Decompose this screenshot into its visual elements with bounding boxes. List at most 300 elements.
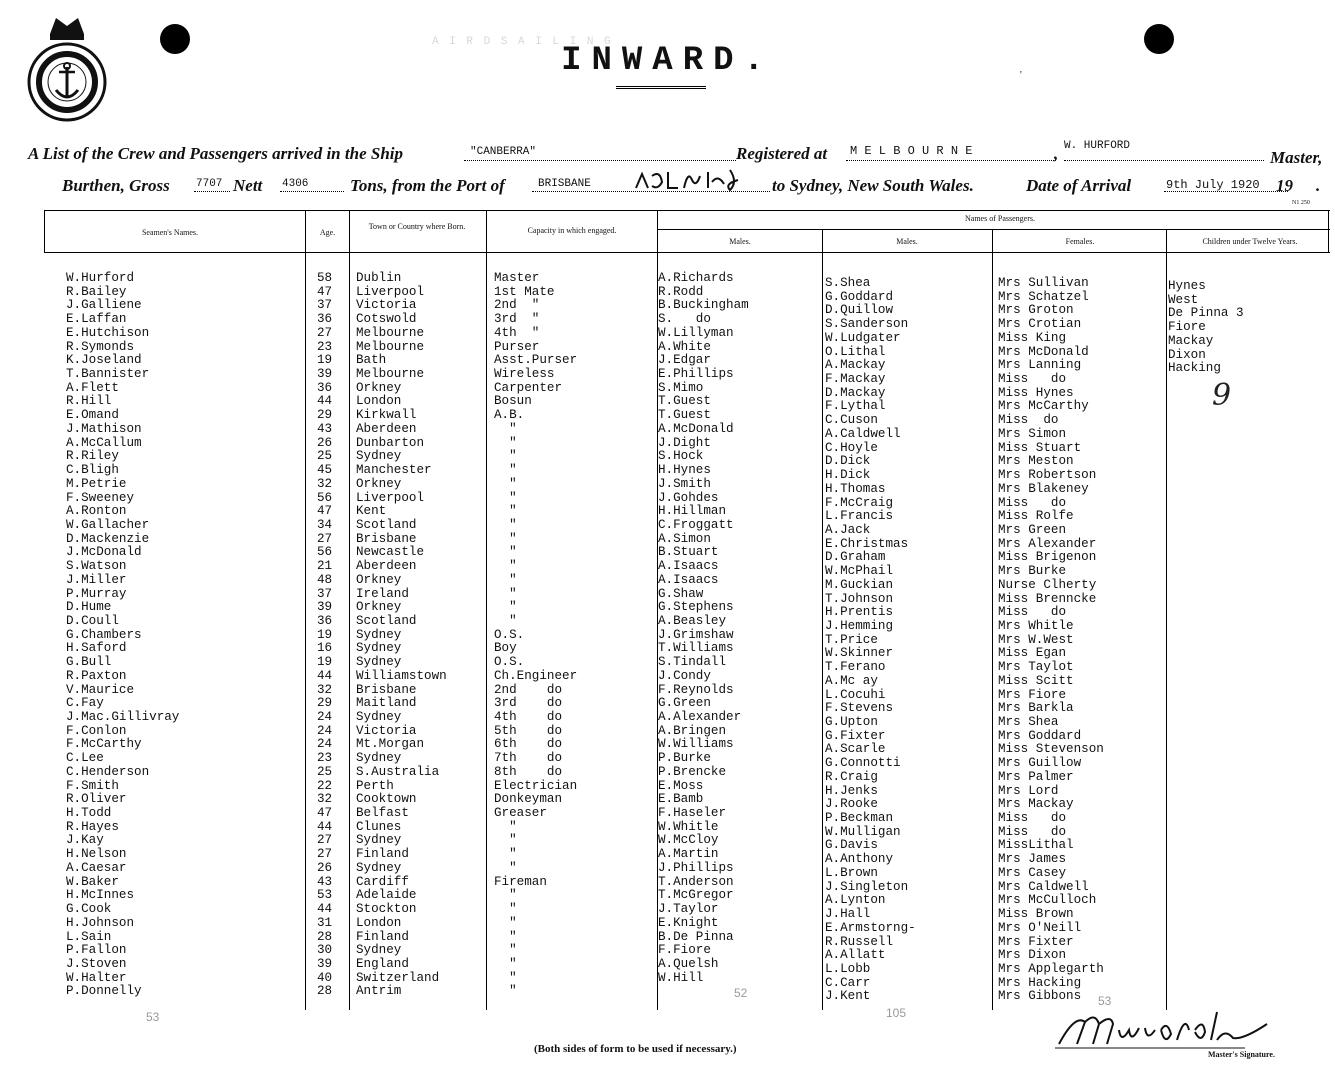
seaman-capacity: 4th " (494, 325, 540, 340)
seaman-age: 48 (317, 572, 333, 587)
male-passenger: P.Beckman (825, 811, 894, 826)
male-passenger: H.Hillman (658, 504, 727, 519)
males-column-1 (658, 272, 749, 985)
male-passenger: W.Lillyman (658, 325, 734, 340)
female-passenger: Mrs Simon (998, 426, 1067, 441)
seaman-capacity: " (494, 545, 517, 560)
female-passenger: Mrs Applegarth (998, 961, 1104, 976)
female-passenger: Miss Scitt (998, 673, 1074, 688)
seaman-birthplace: Melbourne (356, 339, 425, 354)
female-passenger: Mrs Palmer (998, 769, 1074, 784)
male-passenger: B.Buckingham (658, 298, 749, 313)
seaman-capacity: 3rd " (494, 312, 540, 327)
seaman-name: W.Halter (66, 970, 127, 985)
female-passenger: Miss Hynes (998, 385, 1074, 400)
seaman-capacity: 1st Mate (494, 284, 555, 299)
seaman-birthplace: Perth (356, 778, 394, 793)
male-passenger: J.Hemming (825, 618, 894, 633)
list-label: A List of the Crew and Passengers arrived in the Ship (28, 144, 403, 163)
male-passenger: S.Sanderson (825, 317, 909, 332)
seaman-capacity: " (494, 847, 517, 862)
seaman-age: 44 (317, 668, 333, 683)
seaman-name: R.Riley (66, 449, 119, 464)
females-column (998, 277, 1104, 1004)
seaman-capacity: Asst.Purser (494, 353, 578, 368)
seaman-age: 29 (317, 696, 333, 711)
child-passenger: Hynes (1168, 279, 1206, 293)
seaman-birthplace: Stockton (356, 902, 417, 917)
seaman-capacity: " (494, 943, 517, 958)
seaman-age: 44 (317, 902, 333, 917)
signature-label: Master's Signature. (1208, 1050, 1275, 1059)
female-passenger: Mrs Meston (998, 454, 1074, 469)
seaman-name: S.Watson (66, 559, 127, 574)
seaman-age: 16 (317, 641, 333, 656)
male-passenger: A.Anthony (825, 852, 894, 867)
male-passenger: S. do (658, 312, 711, 327)
seaman-birthplace: Sydney (356, 943, 402, 958)
seaman-age: 40 (317, 970, 333, 985)
female-passenger: Mrs Schatzel (998, 289, 1089, 304)
seaman-age: 27 (317, 325, 333, 340)
col-divider-7 (1166, 229, 1167, 1010)
seaman-capacity: " (494, 902, 517, 917)
seaman-capacity: 2nd " (494, 298, 540, 313)
female-passenger: Mrs Groton (998, 303, 1074, 318)
seaman-name: H.Todd (66, 806, 112, 821)
female-passenger: Mrs Sullivan (998, 276, 1089, 290)
male-passenger: J.Kent (825, 989, 871, 1004)
male-passenger: A.Quelsh (658, 956, 719, 971)
seaman-name: J.Kay (66, 833, 104, 848)
male-passenger: F.McCraig (825, 495, 894, 510)
seaman-name: H.Johnson (66, 915, 135, 930)
seaman-capacity: " (494, 504, 517, 519)
seaman-age: 32 (317, 792, 333, 807)
seaman-capacity: O.S. (494, 655, 525, 670)
male-passenger: H.Prentis (825, 605, 894, 620)
seaman-name: J.Mac.Gillivray (66, 710, 180, 724)
seaman-birthplace: Clunes (356, 819, 402, 834)
female-passenger: Mrs Fixter (998, 934, 1074, 949)
seaman-birthplace: Orkney (356, 600, 402, 615)
seaman-capacity: " (494, 970, 517, 985)
female-passenger: Mrs Fiore (998, 687, 1067, 702)
seaman-name: C.Fay (66, 696, 104, 711)
seaman-birthplace: England (356, 956, 409, 971)
female-passenger: Nurse Clherty (998, 577, 1097, 592)
seaman-birthplace: Sydney (356, 833, 402, 848)
seaman-capacity: Wireless (494, 367, 555, 382)
registered-port: M E L B O U R N E (850, 144, 973, 158)
female-passenger: Mrs W.West (998, 632, 1074, 647)
seaman-age: 56 (317, 490, 333, 505)
seaman-age: 19 (317, 655, 333, 670)
seaman-birthplace: Melbourne (356, 325, 425, 340)
male-passenger: R.Rodd (658, 284, 704, 299)
seaman-birthplace: Cardiff (356, 874, 409, 889)
female-passenger: Mrs Whitle (998, 618, 1074, 633)
seaman-capacity: " (494, 463, 517, 478)
seaman-name: J.Stoven (66, 956, 127, 971)
male-passenger: J.Edgar (658, 353, 711, 368)
female-passenger: Miss Stuart (998, 440, 1082, 455)
towns-column (356, 272, 447, 999)
male-passenger: A.Caldwell (825, 426, 901, 441)
seaman-age: 53 (317, 888, 333, 903)
seaman-capacity: 4th do (494, 710, 563, 724)
seaman-capacity: " (494, 559, 517, 574)
seaman-name: A.Caesar (66, 860, 127, 875)
seaman-capacity: " (494, 449, 517, 464)
male-passenger: S.Tindall (658, 655, 727, 670)
male-passenger: A.White (658, 339, 711, 354)
seaman-capacity: A.B. (494, 408, 525, 423)
seaman-name: D.Mackenzie (66, 531, 150, 546)
comma: , (1054, 144, 1059, 163)
seaman-name: L.Sain (66, 929, 112, 944)
burthen-label: Burthen, Gross (62, 176, 170, 195)
seaman-birthplace: Switzerland (356, 970, 440, 985)
seaman-birthplace: Mt.Morgan (356, 737, 425, 752)
male-passenger: H.Hynes (658, 463, 711, 478)
seaman-capacity: Boy (494, 641, 517, 656)
female-passenger: Mrs Lanning (998, 358, 1082, 373)
registered-label: Registered at (736, 144, 828, 163)
registered-line (846, 160, 1056, 161)
seaman-capacity: O.S. (494, 627, 525, 642)
female-passenger: Mrs Alexander (998, 536, 1097, 551)
seaman-capacity: Fireman (494, 874, 547, 889)
male-passenger: P.Brencke (658, 764, 727, 779)
male-passenger: B.Stuart (658, 545, 719, 560)
seaman-birthplace: Bath (356, 353, 387, 368)
male-passenger: J.Taylor (658, 902, 719, 917)
male-passenger: E.Armstorng- (825, 920, 916, 935)
seaman-age: 47 (317, 806, 333, 821)
male-passenger: M.Guckian (825, 577, 894, 592)
seaman-capacity: Ch.Engineer (494, 668, 578, 683)
seaman-age: 25 (317, 449, 333, 464)
male-passenger: P.Burke (658, 751, 711, 766)
seaman-age: 47 (317, 284, 333, 299)
male-passenger: J.Grimshaw (658, 627, 734, 642)
male-passenger: F.Mackay (825, 372, 886, 387)
seaman-capacity: " (494, 860, 517, 875)
seaman-capacity: " (494, 929, 517, 944)
nett-label: Nett (233, 176, 263, 195)
seaman-name: G.Bull (66, 655, 112, 670)
female-passenger: Mrs Taylot (998, 660, 1074, 675)
female-passenger: Mrs McDonald (998, 344, 1089, 359)
male-passenger: G.Stephens (658, 600, 734, 615)
seaman-birthplace: Scotland (356, 517, 417, 532)
seaman-birthplace: Orkney (356, 476, 402, 491)
tons-from-label: Tons, from the Port of (350, 176, 505, 195)
seaman-age: 28 (317, 929, 333, 944)
male-passenger: A.Alexander (658, 710, 742, 724)
male-passenger: S.Hock (658, 449, 704, 464)
gross-line (194, 191, 230, 192)
seaman-age: 36 (317, 613, 333, 628)
seaman-birthplace: Sydney (356, 449, 402, 464)
male-passenger: W.Whitle (658, 819, 719, 834)
seaman-birthplace: Melbourne (356, 367, 425, 382)
seaman-capacity: " (494, 572, 517, 587)
seaman-capacity: 5th do (494, 723, 563, 738)
male-passenger: J.Smith (658, 476, 711, 491)
female-passenger: Mrs Gibbons (998, 989, 1082, 1004)
female-passenger: MissLithal (998, 838, 1074, 853)
child-passenger: Fiore (1168, 320, 1206, 335)
male-passenger: A.Lynton (825, 893, 886, 908)
seamen-names-column (66, 272, 179, 999)
col-divider-6 (992, 229, 993, 1010)
header-children: Children under Twelve Years. (1202, 237, 1298, 246)
arrival-label: Date of Arrival (1026, 176, 1132, 195)
seaman-birthplace: Sydney (356, 710, 402, 724)
seaman-age: 43 (317, 421, 333, 436)
male-passenger: F.Fiore (658, 943, 711, 958)
male-passenger: A.Jack (825, 522, 871, 537)
male-passenger: H.Thomas (825, 481, 886, 496)
seaman-birthplace: Sydney (356, 627, 402, 642)
female-passenger: Mrs Hacking (998, 975, 1082, 990)
seaman-name: G.Chambers (66, 627, 142, 642)
seaman-name: E.Laffan (66, 312, 127, 327)
seaman-name: R.Symonds (66, 339, 135, 354)
seaman-name: H.Saford (66, 641, 127, 656)
period: . (1316, 176, 1321, 195)
seaman-name: R.Bailey (66, 284, 127, 299)
male-passenger: L.Brown (825, 865, 878, 880)
female-passenger: Miss do (998, 495, 1067, 510)
seaman-name: A.Flett (66, 380, 119, 395)
female-passenger: Mrs Dixon (998, 948, 1067, 963)
seaman-capacity: " (494, 956, 517, 971)
seaman-capacity: " (494, 517, 517, 532)
seaman-birthplace: Liverpool (356, 490, 425, 505)
seaman-birthplace: Sydney (356, 655, 402, 670)
seaman-birthplace: London (356, 394, 402, 409)
seaman-capacity: Bosun (494, 394, 532, 409)
female-passenger: Mrs Goddard (998, 728, 1082, 743)
seaman-name: J.McDonald (66, 545, 142, 560)
male-passenger: L.Cocuhi (825, 687, 886, 702)
seaman-name: K.Joseland (66, 353, 142, 368)
male-passenger: R.Russell (825, 934, 894, 949)
female-passenger: Miss Brigenon (998, 550, 1097, 565)
col-divider-3 (486, 210, 487, 1010)
header-age: Age. (319, 228, 336, 237)
col-divider-1 (305, 210, 306, 1010)
seaman-birthplace: London (356, 915, 402, 930)
seaman-capacity: " (494, 819, 517, 834)
female-passenger: Miss do (998, 413, 1059, 428)
male-passenger: L.Lobb (825, 961, 871, 976)
footer-note: (Both sides of form to be used if necessary.) (534, 1043, 737, 1055)
table-header-rule (44, 252, 1330, 253)
seaman-name: J.Miller (66, 572, 127, 587)
male-passenger: E.Moss (658, 778, 704, 793)
female-passenger: Miss Stevenson (998, 742, 1104, 757)
seaman-name: C.Bligh (66, 463, 119, 478)
form-number: N1 250 (1292, 200, 1310, 206)
master-signature-icon (1055, 1010, 1270, 1052)
seaman-age: 39 (317, 367, 333, 382)
female-passenger: Miss do (998, 605, 1067, 620)
male-passenger: C.Froggatt (658, 517, 734, 532)
male-passenger: E.Christmas (825, 536, 909, 551)
seaman-name: V.Maurice (66, 682, 135, 697)
seaman-age: 22 (317, 778, 333, 793)
seaman-birthplace: Brisbane (356, 682, 417, 697)
seaman-birthplace: Newcastle (356, 545, 425, 560)
male-passenger: S.Shea (825, 276, 871, 290)
seaman-name: D.Coull (66, 613, 119, 628)
male-passenger: E.Knight (658, 915, 719, 930)
female-passenger: Mrs Lord (998, 783, 1059, 798)
seaman-name: C.Lee (66, 751, 104, 766)
male-passenger: A.Isaacs (658, 572, 719, 587)
seaman-capacity: " (494, 915, 517, 930)
female-passenger: Mrs Casey (998, 865, 1067, 880)
male-passenger: T.Anderson (658, 874, 734, 889)
female-passenger: Mrs McCulloch (998, 893, 1097, 908)
seaman-name: G.Cook (66, 902, 112, 917)
male-passenger: T.Guest (658, 394, 711, 409)
male-passenger: A.McDonald (658, 421, 734, 436)
male-passenger: G.Goddard (825, 289, 894, 304)
male-passenger: W.McCloy (658, 833, 719, 848)
male-passenger: T.McGregor (658, 888, 734, 903)
seaman-birthplace: Victoria (356, 723, 417, 738)
seaman-birthplace: Sydney (356, 860, 402, 875)
seaman-birthplace: Orkney (356, 380, 402, 395)
seaman-capacity: " (494, 833, 517, 848)
male-passenger: J.Singleton (825, 879, 909, 894)
male-passenger: R.Craig (825, 769, 878, 784)
male-passenger: A.Bringen (658, 723, 727, 738)
faint-stamp-text: A I R D S A I L I N G (432, 36, 613, 48)
seaman-birthplace: Sydney (356, 641, 402, 656)
master-label: Master, (1270, 148, 1323, 167)
seaman-capacity: 3rd do (494, 696, 563, 711)
seaman-capacity: 7th do (494, 751, 563, 766)
male-passenger: G.Davis (825, 838, 878, 853)
seaman-age: 39 (317, 956, 333, 971)
male-passenger: G.Shaw (658, 586, 704, 601)
seaman-age: 23 (317, 751, 333, 766)
ship-name-line (464, 160, 736, 161)
seaman-name: D.Hume (66, 600, 112, 615)
male-passenger: W.Mulligan (825, 824, 901, 839)
seaman-name: W.Hurford (66, 271, 135, 285)
seaman-birthplace: Sydney (356, 751, 402, 766)
seaman-name: P.Murray (66, 586, 127, 601)
seaman-name: E.Omand (66, 408, 119, 423)
seaman-name: R.Hayes (66, 819, 119, 834)
female-passenger: Miss do (998, 824, 1067, 839)
seaman-age: 23 (317, 339, 333, 354)
seaman-birthplace: Cooktown (356, 792, 417, 807)
seaman-capacity: " (494, 421, 517, 436)
male-passenger: T.Ferano (825, 660, 886, 675)
header-town: Town or Country where Born. (368, 222, 466, 231)
stray-mark: ' (1020, 70, 1022, 81)
nett-tonnage: 4306 (282, 178, 309, 190)
child-passenger: Hacking (1168, 361, 1221, 376)
seaman-age: 47 (317, 504, 333, 519)
male-passenger: J.Condy (658, 668, 711, 683)
seaman-capacity: Electrician (494, 778, 578, 793)
male-passenger: F.Reynolds (658, 682, 734, 697)
male-passenger: O.Lithal (825, 344, 886, 359)
male-passenger: F.Lythal (825, 399, 886, 414)
male-passenger: F.Stevens (825, 701, 894, 716)
seaman-name: F.Conlon (66, 723, 127, 738)
seaman-age: 27 (317, 531, 333, 546)
male-passenger: D.Quillow (825, 303, 894, 318)
seaman-age: 27 (317, 847, 333, 862)
male-passenger: D.Mackay (825, 385, 886, 400)
seaman-age: 32 (317, 682, 333, 697)
seaman-name: A.Ronton (66, 504, 127, 519)
seaman-name: F.Smith (66, 778, 119, 793)
female-passenger: Mrs Barkla (998, 701, 1074, 716)
passenger-subheader-rule (658, 229, 1330, 230)
col-divider-5 (822, 229, 823, 1010)
seaman-age: 34 (317, 517, 333, 532)
seaman-birthplace: Aberdeen (356, 421, 417, 436)
seaman-age: 27 (317, 833, 333, 848)
male-passenger: A.Mc ay (825, 673, 878, 688)
seaman-name: A.McCallum (66, 435, 142, 450)
master-line (1064, 160, 1264, 161)
child-passenger: De Pinna 3 (1168, 306, 1244, 321)
header-seamen: Seamen's Names. (141, 228, 199, 237)
seaman-capacity: 2nd do (494, 682, 563, 697)
departure-port: BRISBANE (538, 178, 591, 190)
seaman-capacity: " (494, 435, 517, 450)
male-passenger: A.Simon (658, 531, 711, 546)
male-passenger: J.Phillips (658, 860, 734, 875)
seaman-capacity: " (494, 476, 517, 491)
seaman-age: 37 (317, 586, 333, 601)
seaman-birthplace: Brisbane (356, 531, 417, 546)
seaman-age: 56 (317, 545, 333, 560)
female-passenger: Miss Brenncke (998, 591, 1097, 606)
female-passenger: Miss Brown (998, 907, 1074, 922)
male-passenger: W.Williams (658, 737, 734, 752)
male-passenger: G.Green (658, 696, 711, 711)
male-passenger: J.Gohdes (658, 490, 719, 505)
males2-total-tally: 105 (886, 1006, 907, 1020)
seaman-age: 44 (317, 394, 333, 409)
col-divider-2 (349, 210, 350, 1010)
female-passenger: Miss do (998, 372, 1067, 387)
seaman-age: 43 (317, 874, 333, 889)
seaman-age: 25 (317, 764, 333, 779)
header-males-1: Males. (729, 237, 751, 246)
male-passenger: S.Mimo (658, 380, 704, 395)
seaman-birthplace: Kent (356, 504, 387, 519)
header-males-2: Males. (896, 237, 918, 246)
female-passenger: Mrs McCarthy (998, 399, 1089, 414)
male-passenger: A.Scarle (825, 742, 886, 757)
male-passenger: C.Carr (825, 975, 871, 990)
seaman-birthplace: Finland (356, 929, 409, 944)
